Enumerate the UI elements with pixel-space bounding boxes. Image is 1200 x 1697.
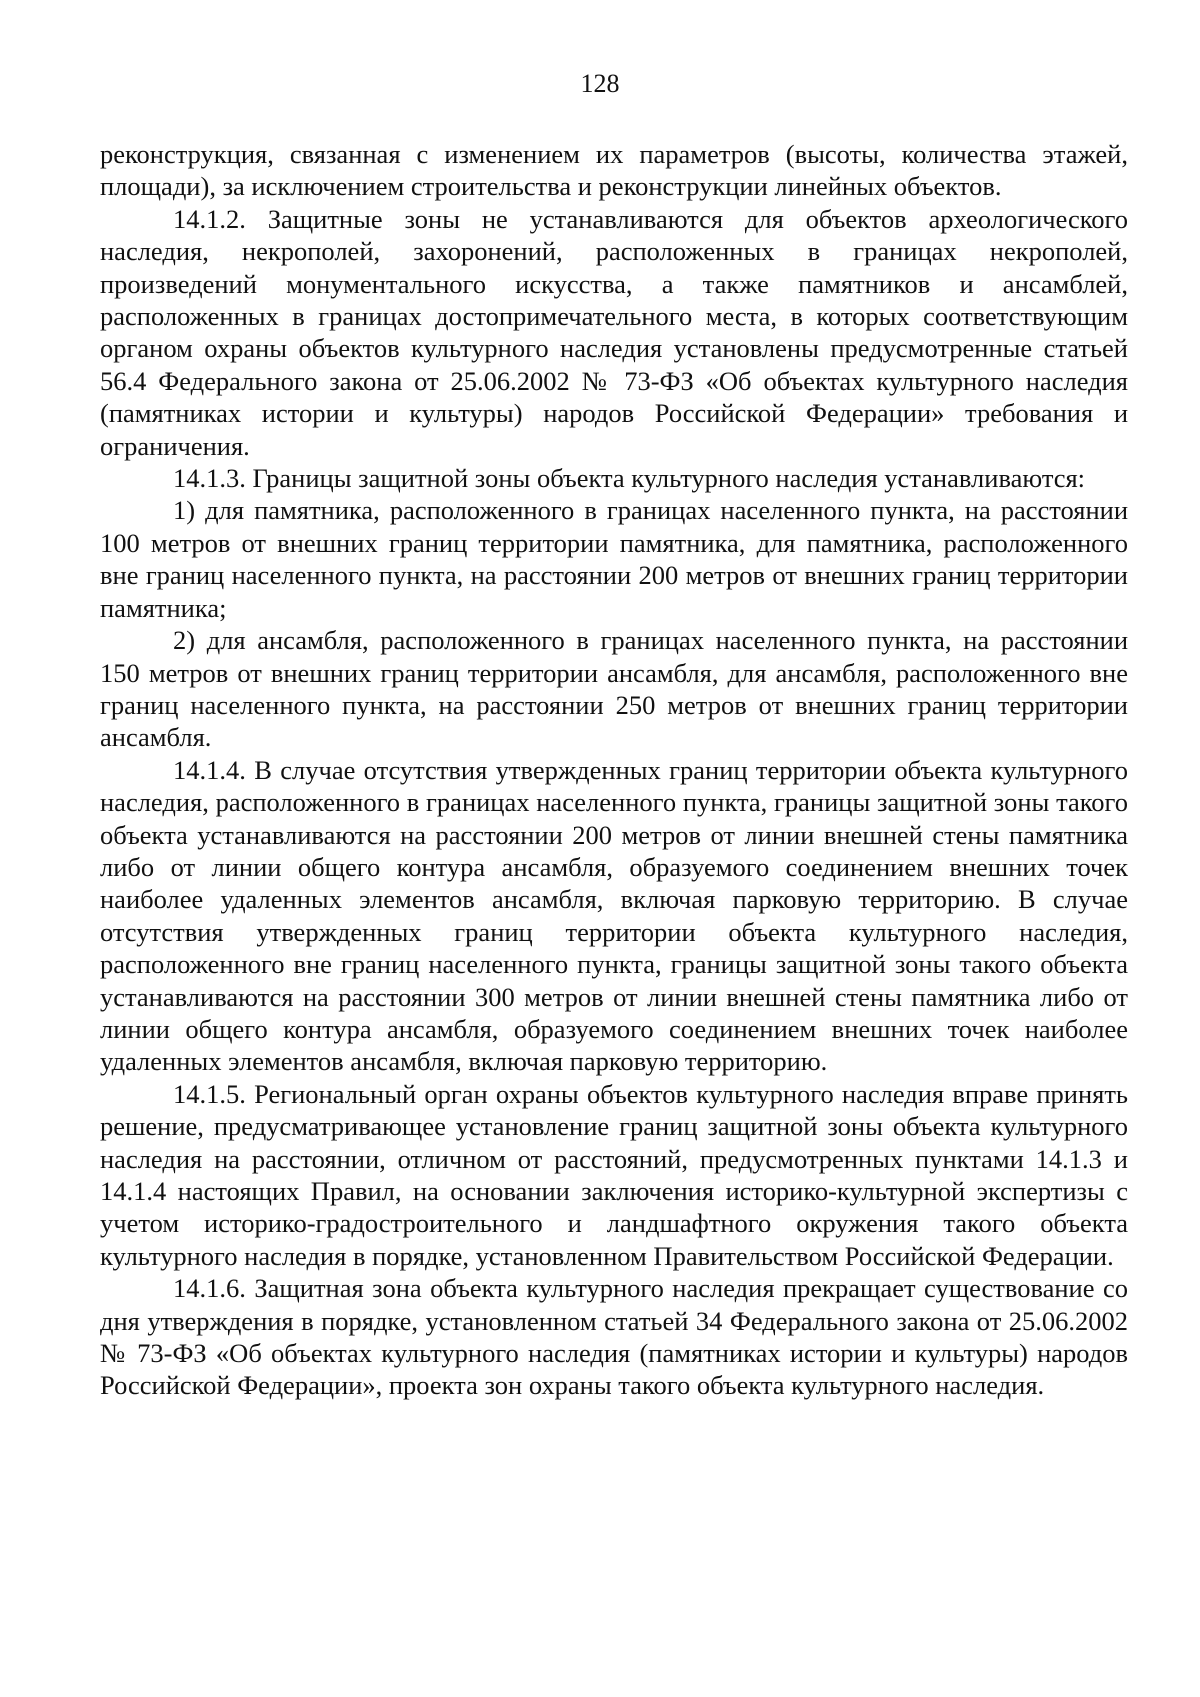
paragraph-14-1-4: 14.1.4. В случае отсутствия утвержденных границ территории объекта культурного наследия, расположенного в границах населенного пункта, границы защитной зоны такого объекта устанавливаются на расстоянии 200 метров от линии внешней стены памятника либо от линии общего контура ансамбля, образуемого соединением внешних точек наиболее удаленных элементов ансамбля, включая парковую территорию. В случае отсутствия утвержденных границ территории объекта культурного наследия, расположенного вне границ населенного пункта, границы защитной зоны такого объекта устанавливаются на расстоянии 300 метров от линии внешней стены памятника либо от линии общего контура ансамбля, образуемого соединением внешних точек наиболее удаленных элементов ансамбля, включая парковую территорию. — [100, 754, 1128, 1077]
paragraph-14-1-2: 14.1.2. Защитные зоны не устанавливаются для объектов археологического наследия, некрополей, захоронений, расположенных в границах некрополей, произведений монументального искусства, а также памятников и ансамблей, расположенных в границах достопримечательного места, в которых соответствующим органом охраны объектов культурного наследия установлены предусмотренные статьей 56.4 Федерального закона от 25.06.2002 № 73-ФЗ «Об объектах культурного наследия (памятниках истории и культуры) народов Российской Федерации» требования и ограничения. — [100, 203, 1128, 461]
paragraph-14-1-3: 14.1.3. Границы защитной зоны объекта культурного наследия устанавливаются: — [173, 463, 1086, 494]
paragraph-continuation: реконструкция, связанная с изменением их параметров (высоты, количества этажей, площади), за исключением строительства и реконструкции линейных объектов. — [100, 139, 1128, 202]
list-item-1: 1) для памятника, расположенного в границах населенного пункта, на расстоянии 100 метров от внешних границ территории памятника, для памятника, расположенного вне границ населенного пункта, на расстоянии 200 метров от внешних границ территории памятника; — [100, 495, 1128, 623]
page-number: 128 — [580, 69, 620, 98]
list-item-2: 2) для ансамбля, расположенного в границах населенного пункта, на расстоянии 150 метров от внешних границ территории ансамбля, для ансамбля, расположенного вне границ населенного пункта, на расстоянии 250 метров от внешних границ территории ансамбля. — [100, 625, 1128, 753]
document-body — [100, 138, 1128, 1402]
paragraph-14-1-6: 14.1.6. Защитная зона объекта культурного наследия прекращает существование со дня утверждения в порядке, установленном статьей 34 Федерального закона от 25.06.2002 № 73-ФЗ «Об объектах культурного наследия (памятниках истории и культуры) народов Российской Федерации», проекта зон охраны такого объекта культурного наследия. — [100, 1273, 1128, 1401]
paragraph-14-1-5: 14.1.5. Региональный орган охраны объектов культурного наследия вправе принять решение, предусматривающее установление границ защитной зоны объекта культурного наследия на расстоянии, отличном от расстояний, предусмотренных пунктами 14.1.3 и 14.1.4 настоящих Правил, на основании заключения историко-культурной экспертизы с учетом историко-градостроительного и ландшафтного окружения такого объекта культурного наследия в порядке, установленном Правительством Российской Федерации. — [100, 1078, 1128, 1271]
